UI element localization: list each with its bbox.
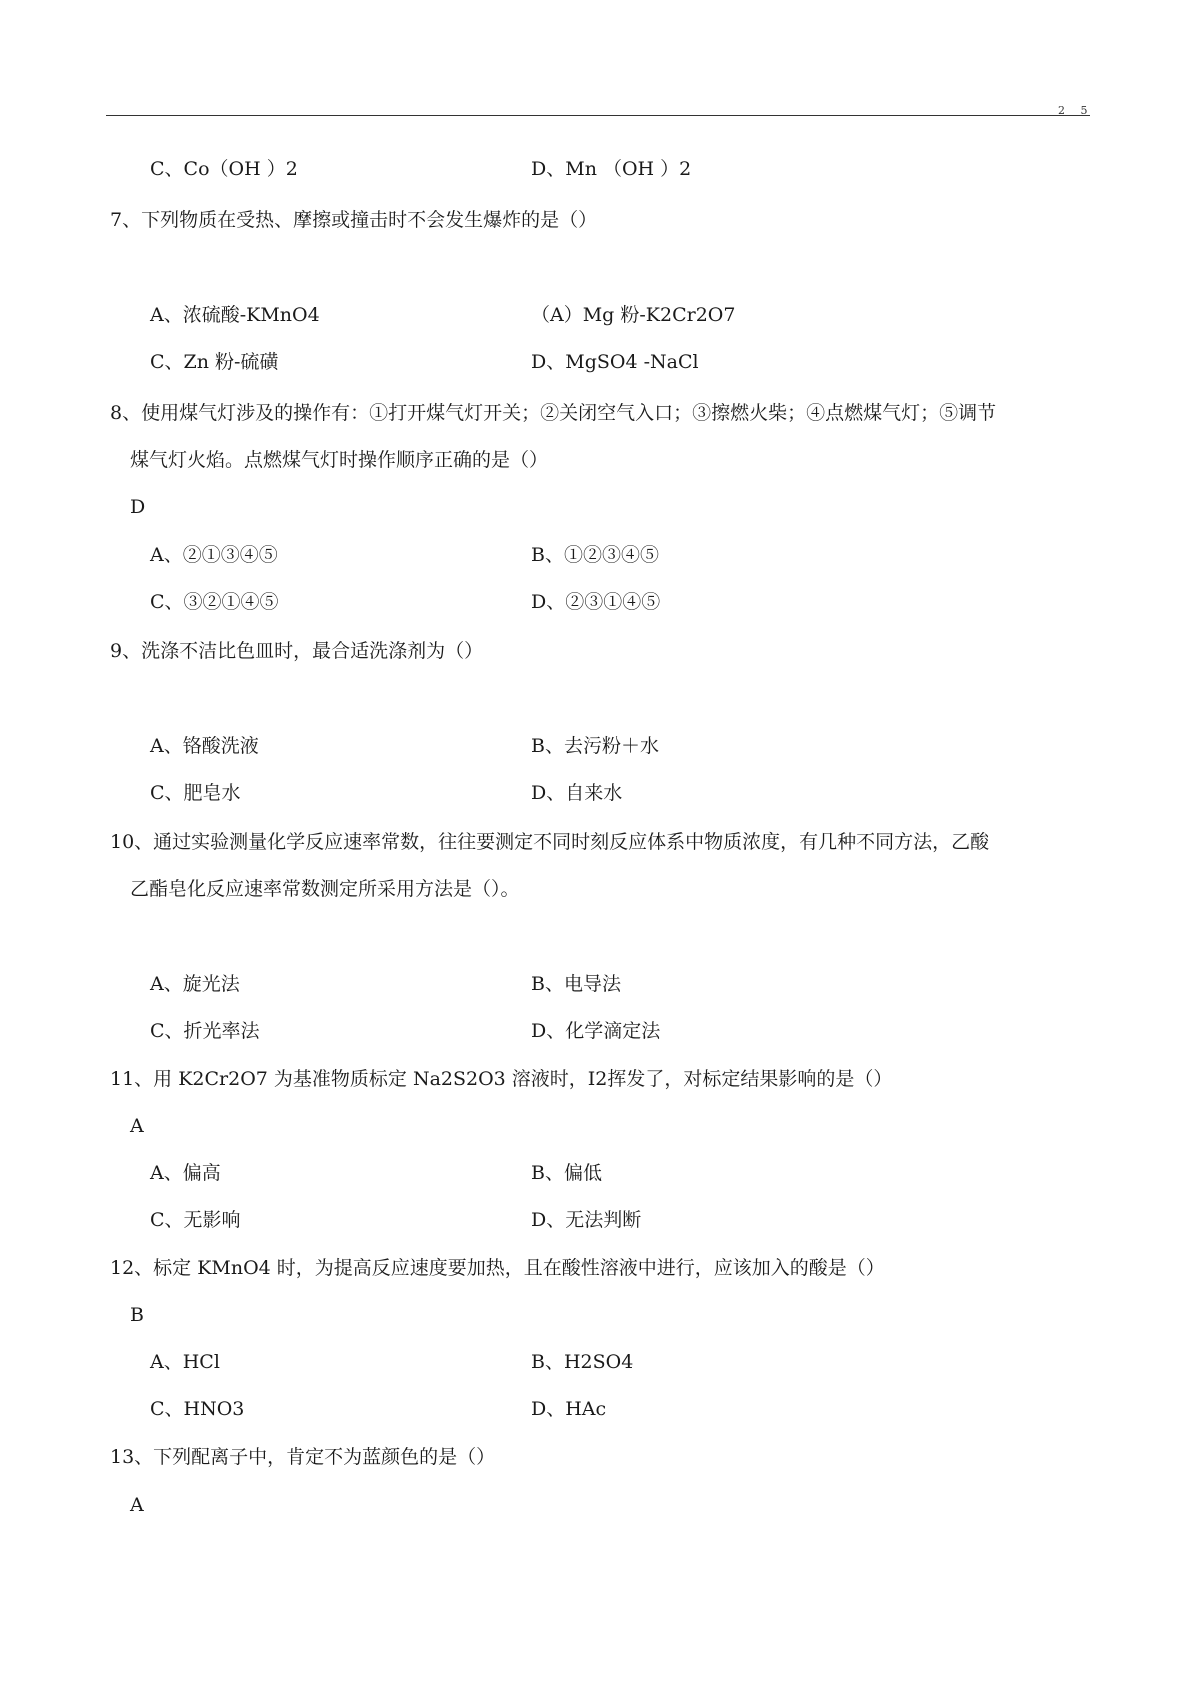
question-13: 13、下列配离子中，肯定不为蓝颜色的是（） bbox=[110, 1446, 496, 1468]
option-d: D、自来水 bbox=[531, 782, 623, 804]
option-a: A、②①③④⑤ bbox=[150, 544, 278, 566]
option-d: D、MgSO4 -NaCl bbox=[531, 351, 699, 373]
option-c: C、HNO3 bbox=[150, 1398, 245, 1420]
option-d: D、无法判断 bbox=[531, 1209, 642, 1231]
option-d: D、②③①④⑤ bbox=[531, 591, 661, 613]
header-rule bbox=[106, 115, 1090, 116]
option-b: B、偏低 bbox=[531, 1162, 602, 1184]
option-c: C、肥皂水 bbox=[150, 782, 241, 804]
option-a: A、铬酸洗液 bbox=[150, 735, 259, 757]
option-b: B、去污粉＋水 bbox=[531, 735, 659, 757]
option-a: A、偏高 bbox=[150, 1162, 221, 1184]
question-8: 8、使用煤气灯涉及的操作有：①打开煤气灯开关；②关闭空气入口；③擦燃火柴；④点燃煤气灯；⑤调节 bbox=[110, 402, 997, 424]
question-10-continued: 乙酯皂化反应速率常数测定所采用方法是（）。 bbox=[130, 878, 520, 900]
option-a: A、旋光法 bbox=[150, 973, 240, 995]
question-8-continued: 煤气灯火焰。点燃煤气灯时操作顺序正确的是（） bbox=[130, 449, 549, 471]
answer-11: A bbox=[130, 1115, 144, 1137]
question-10: 10、通过实验测量化学反应速率常数，往往要测定不同时刻反应体系中物质浓度，有几种不同方法，乙酸 bbox=[110, 831, 990, 853]
option-b: （A）Mg 粉-K2Cr2O7 bbox=[531, 304, 736, 326]
option-c: C、无影响 bbox=[150, 1209, 241, 1231]
page-number: 2 5 bbox=[1058, 104, 1094, 117]
option-a: A、HCl bbox=[150, 1351, 220, 1373]
question-9: 9、洗涤不洁比色皿时，最合适洗涤剂为（） bbox=[110, 640, 484, 662]
question-12: 12、标定 KMnO4 时，为提高反应速度要加热，且在酸性溶液中进行，应该加入的酸是（） bbox=[110, 1257, 885, 1279]
option-b: B、①②③④⑤ bbox=[531, 544, 659, 566]
option-c: C、Zn 粉-硫磺 bbox=[150, 351, 279, 373]
option-b: B、电导法 bbox=[531, 973, 621, 995]
option-c: C、③②①④⑤ bbox=[150, 591, 279, 613]
option-b: B、H2SO4 bbox=[531, 1351, 634, 1373]
option-a: A、浓硫酸-KMnO4 bbox=[150, 304, 320, 326]
option-d: D、HAc bbox=[531, 1398, 607, 1420]
option-d: D、化学滴定法 bbox=[531, 1020, 661, 1042]
question-11: 11、用 K2Cr2O7 为基准物质标定 Na2S2O3 溶液时，I2挥发了，对标定结果影响的是（） bbox=[110, 1068, 893, 1090]
answer-8: D bbox=[130, 496, 146, 518]
option-c: C、折光率法 bbox=[150, 1020, 260, 1042]
answer-13: A bbox=[130, 1494, 144, 1516]
option-d: D、Mn （OH ）2 bbox=[531, 158, 692, 180]
question-7: 7、下列物质在受热、摩擦或撞击时不会发生爆炸的是（） bbox=[110, 209, 598, 231]
option-c: C、Co（OH ）2 bbox=[150, 158, 298, 180]
answer-12: B bbox=[130, 1304, 144, 1326]
